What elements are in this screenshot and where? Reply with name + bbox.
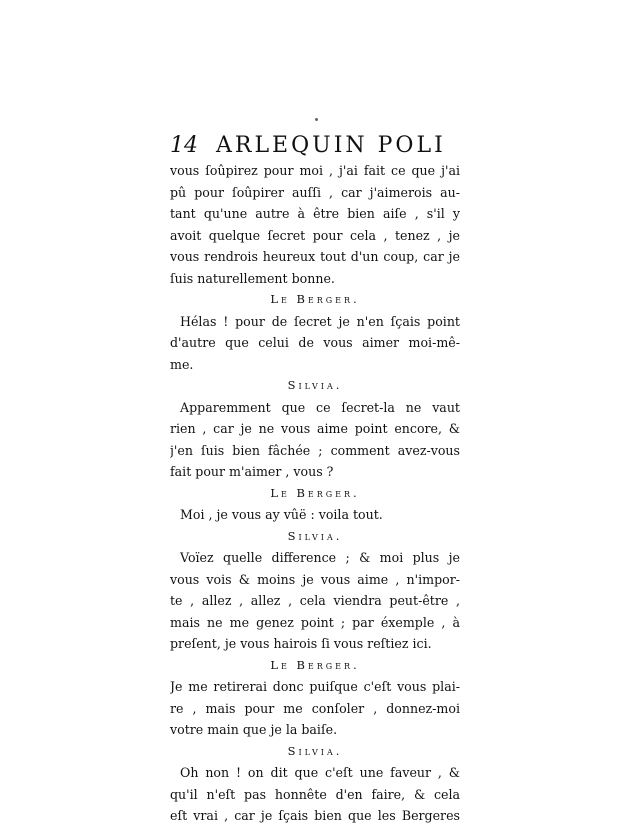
speaker-heading: Silvia. xyxy=(287,378,343,392)
text-line: ſuis naturellement bonne. xyxy=(170,270,335,286)
text-line: Hélas ! pour de ſecret je n'en ſçais point xyxy=(180,313,460,329)
text-line: pû pour ſoûpirer auſſi , car j'aimerois au- xyxy=(170,184,460,200)
speaker-heading: Silvia. xyxy=(287,743,343,758)
body-text xyxy=(170,160,460,827)
text-line: Oh non ! on dit que c'eſt une faveur , & xyxy=(180,765,460,780)
text-line: tant qu'une autre à être bien aiſe , s'il y xyxy=(170,206,460,221)
text-line: preſent, je vous hairois ſi vous reſtiez ici. xyxy=(170,636,432,651)
text-line: te , allez , allez , cela viendra peut-être , xyxy=(170,593,460,608)
text-line: rien , car je ne vous aime point encore, & xyxy=(170,421,460,436)
page-header xyxy=(170,133,470,163)
text-line: eſt vrai , car je ſçais bien que les Bergeres xyxy=(170,808,460,823)
ink-speck xyxy=(315,118,318,121)
text-line: Apparemment que ce ſecret-la ne vaut xyxy=(180,399,460,415)
text-line: Moi , je vous ay vûë : voila tout. xyxy=(180,507,383,522)
speaker-heading: Le Berger. xyxy=(270,485,360,500)
speaker-heading: Le Berger. xyxy=(270,657,360,672)
running-title: ARLEQUIN POLI xyxy=(216,133,446,158)
speaker-heading: Silvia. xyxy=(287,528,343,543)
text-line: re , mais pour me conſoler , donnez-moi xyxy=(170,700,460,716)
text-line: fait pour m'aimer , vous ? xyxy=(170,464,334,479)
text-line: d'autre que celui de vous aimer moi-mê- xyxy=(170,335,460,350)
text-line: j'en ſuis bien fâchée ; comment avez-vous xyxy=(170,442,460,458)
text-line: me. xyxy=(170,356,194,372)
text-line: vous rendrois heureux tout d'un coup, car je xyxy=(170,249,460,264)
speaker-heading: Le Berger. xyxy=(270,292,360,306)
page-number: 14 xyxy=(170,133,198,158)
text-line: Je me retirerai donc puiſque c'eſt vous plai- xyxy=(170,679,460,694)
text-line: Voïez quelle difference ; & moi plus je xyxy=(180,550,460,565)
text-line: avoit quelque ſecret pour cela , tenez , je xyxy=(170,227,460,243)
text-line: votre main que je la baiſe. xyxy=(170,722,338,737)
text-line: qu'il n'eſt pas honnête d'en faire, & cela xyxy=(170,786,460,802)
text-line: mais ne me genez point ; par éxemple , à xyxy=(170,614,460,630)
text-line: vous vois & moins je vous aime , n'impor- xyxy=(170,571,460,587)
text-line: vous ſoûpirez pour moi , j'ai fait ce que j'ai xyxy=(170,163,460,178)
